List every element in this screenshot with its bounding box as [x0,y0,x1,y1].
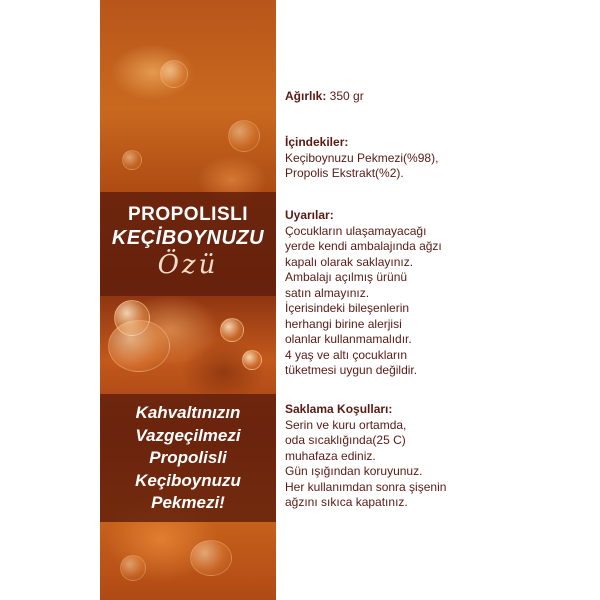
storage-line: ağzını sıkıca kapatınız. [285,495,408,509]
weight-value: 350 gr [326,89,364,103]
ingredients-line: Propolis Ekstrakt(%2). [285,166,404,180]
warnings-line: kapalı olarak saklayınız. [285,254,414,269]
slogan-line: Vazgeçilmezi [135,425,241,445]
storage-line: muhafaza ediniz. [285,448,376,463]
weight-section [285,89,364,105]
warnings-line: yerde kendi ambalajında ağzı [285,239,442,253]
brand-subtitle: Özü [157,250,219,280]
honey-bubble [108,320,170,372]
warnings-line: satın almayınız. [285,285,370,300]
honey-bubble [190,540,232,576]
warnings-line: herhangi birine alerjisi [285,316,402,331]
slogan-line: Kahvaltınızın [135,403,241,422]
weight-label: Ağırlık: [285,89,327,103]
warnings-line: Ambalajı açılmış ürünü [285,270,408,284]
slogan-line: Propolisli [149,448,227,467]
ingredients-line: Keçiboynuzu Pekmezi(%98), [285,150,439,165]
brand-title-line2: KEÇİBOYNUZU [111,227,265,249]
brand-title-line1: PROPOLISLI [127,204,249,225]
warnings-line: Çocukların ulaşamayacağı [285,223,427,238]
brand-box [100,192,276,296]
slogan-line: Keçiboynuzu [135,470,241,490]
storage-line: Gün ışığından koruyunuz. [285,464,423,478]
storage-label: Saklama Koşulları: [285,402,393,416]
storage-line: Her kullanımdan sonra şişenin [285,479,447,494]
warnings-line: 4 yaş ve altı çocukların [285,347,408,362]
storage-line: oda sıcaklığında(25 C) [285,433,406,447]
warnings-line: olanlar kullanmamalıdır. [285,332,412,346]
honey-bubble [160,60,188,88]
slogan-line: Pekmezi! [151,493,225,512]
honey-bubble [220,318,244,342]
ingredients-label: İçindekiler: [285,135,349,149]
slogan-box [100,394,276,522]
warnings-section [285,208,442,379]
honey-bubble [228,120,260,152]
honey-bubble [122,150,142,170]
storage-section [285,402,446,511]
warnings-label: Uyarılar: [285,208,334,222]
product-image-panel [100,0,276,600]
honey-bubble [120,555,146,581]
ingredients-section [285,135,438,182]
storage-line: Serin ve kuru ortamda, [285,417,407,432]
warnings-line: tüketmesi uygun değildir. [285,363,418,377]
warnings-line: İçerisindeki bileşenlerin [285,301,410,315]
honey-bubble [242,350,262,370]
